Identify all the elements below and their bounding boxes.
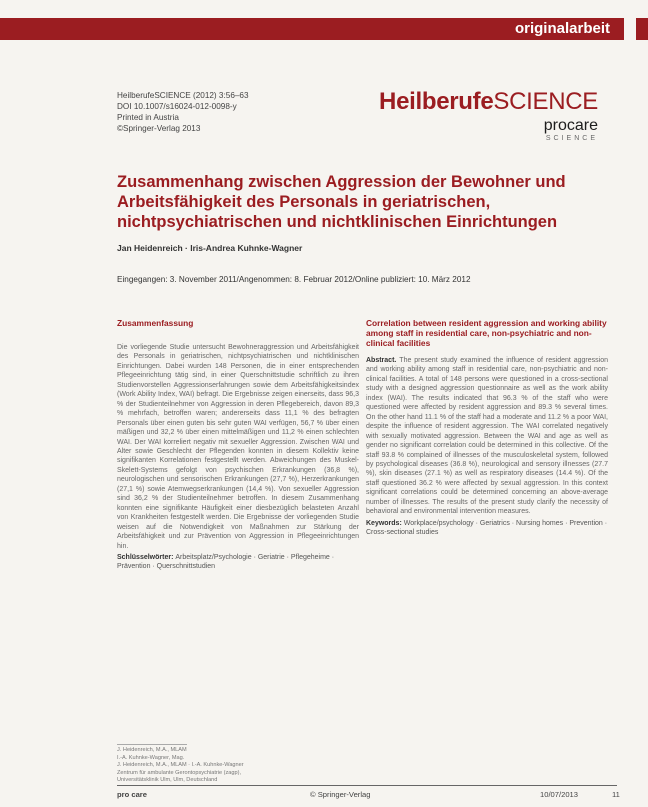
- keywords-german: Schlüsselwörter: Arbeitsplatz/Psychologie · Geriatrie · Pflegeheime · Prävention · Querschnittstudien: [117, 553, 335, 571]
- abstract-english-heading: Correlation between resident aggression and working ability among staff in residential care, non-psychiatric and non-clinical facilities: [366, 318, 607, 348]
- citation-printed: Printed in Austria: [117, 113, 179, 122]
- footer-date: 10/07/2013: [540, 790, 579, 799]
- article-authors: Jan Heidenreich · Iris-Andrea Kuhnke-Wagner: [117, 243, 303, 253]
- logo-science-small: SCIENCE: [545, 135, 598, 142]
- footer-publisher: © Springer-Verlag: [310, 790, 371, 799]
- logo-heilberufe: Heilberufe: [379, 88, 494, 115]
- journal-logo: [379, 90, 598, 142]
- page-number: 11: [612, 790, 620, 799]
- section-header-bar: [0, 18, 624, 40]
- affiliation-line: Universitätsklinik Ulm, Ulm, Deutschland: [117, 777, 218, 783]
- abstract-english-text: The present study examined the influence of resident aggression and working ability among staff in residential care, non-psychiatric and non-clinical facilities. A total of 148 persons were questioned in a cross-sectional study with a designed aggression questionnaire as well as the work ability index (WAI). The results indicated that 96.3 % of the staff who were questioned were affected by resident aggression and 89.3 % several times. On the other hand 11.1 % of the staff had a moderate and 11.2 % a poor WAI, despite the influence of resident aggression. The WAI correlated negatively with sexually motivated aggression. Between the WAI and age as well as gender no significant correlation could be determined in this collective. Of the staff 93.8 % complained of illnesses of the musculoskeletal system, followed by psychological diseases (36.8 %), neurological and sensory illnesses (27.7 %), skin diseases (27.1 %) as well as respiratory diseases (14.4 %). Of the staff questioned 36.2 % were affected by sexual aggression. In this context significant correlations could be determined concerning an above-average number of illnesses. The results of the present study clarify the necessity of behavioral and environmental intervention measures.: [366, 357, 609, 516]
- affiliation-names: [117, 747, 187, 762]
- page-edge-tab: [636, 18, 648, 40]
- affiliation-line: Zentrum für ambulante Gerontopsychiatrie (zagp),: [117, 769, 242, 776]
- affiliation-line: J. Heidenreich, M.A., MLAM: [117, 747, 187, 753]
- abstract-german-heading: Zusammenfassung: [117, 318, 194, 328]
- abstract-english: [366, 318, 608, 538]
- abstract-english-paragraph: Abstract. The present study examined the influence of resident aggression and working ability among staff in residential care, non-psychiatric and non-clinical facilities. A total of 148 persons were questioned in a cross-sectional study with a designed aggression questionnaire as well as the work ability index (WAI). The results indicated that 96.3 % of the staff who were questioned were affected by resident aggression and 89.3 % several times. On the other hand 11.1 % of the staff had a moderate and 11.2 % a poor WAI, despite the influence of resident aggression. The WAI correlated negatively with sexually motivated aggression. Between the WAI and age as well as gender no significant correlation could be determined in this collective. Of the staff 93.8 % complained of illnesses of the musculoskeletal system, followed by psychological diseases (36.8 %), neurological and sensory illnesses (27.7 %), skin diseases (27.1 %) as well as respiratory diseases (14.4 %). Of the staff questioned 36.2 % were affected by sexual aggression. In this context significant correlations could be determined concerning an above-average number of illnesses. The results of the present study clarify the necessity of behavioral and environmental intervention measures.: [366, 357, 609, 516]
- affiliation-address-1: [117, 762, 244, 785]
- affiliation-line: I.-A. Kuhnke-Wagner, Mag.: [117, 754, 185, 761]
- citation-journal: HeilberufeSCIENCE (2012) 3:56–63: [117, 91, 249, 100]
- logo-science: SCIENCE: [493, 88, 598, 115]
- section-label: originalarbeit: [514, 20, 610, 37]
- keywords-english-list: Workplace/psychology · Geriatrics · Nursing homes · Prevention · Cross-sectional studies: [366, 519, 608, 537]
- keywords-english: Keywords: Workplace/psychology · Geriatrics · Nursing homes · Prevention · Cross-sectional studies: [366, 519, 608, 537]
- citation-doi: DOI 10.1007/s16024-012-0098-y: [117, 102, 237, 111]
- footer-journal: pro care: [117, 790, 147, 799]
- article-dates: Eingegangen: 3. November 2011/Angenommen: 8. Februar 2012/Online publiziert: 10. März 2012: [117, 275, 471, 284]
- keywords-english-label: Keywords: [366, 519, 400, 527]
- footnote-rule: [117, 744, 187, 745]
- citation-copyright: ©Springer-Verlag 2013: [117, 124, 201, 133]
- affiliation-line: J. Heidenreich, M.A., MLAM · I.-A. Kuhnke-Wagner: [117, 762, 244, 768]
- citation-meta: [117, 90, 249, 134]
- abstract-english-label: Abstract: [366, 357, 395, 364]
- logo-procare: procare: [543, 117, 598, 134]
- abstract-german-text: Die vorliegende Studie untersucht Bewohneraggression und Arbeitsfähigkeit des Personals in geriatrischen, nichtpsychiatrischen und nichtklinischen Einrichtungen. Dabei wurden 148 Personen, die in einer entsprechenden Pflegeeinrichtung tätig sind, in einer Querschnittstudie schriftlich zu ihren Studienvorstellen Aggressionserfahrungen sowie dem Arbeitsfähigkeitsindex (Work Ability Index, WAI) befragt. Die Ergebnisse zeigen einerseits, dass 96,3 % der Studienteilnehmer von Aggression in deren Pflegebereich, davon 89,3 % mehrfach, betroffen waren; andererseits dass 11,1 % des befragten Personals über einen guten bis sehr guten WAI verfügen, 56,7 % über einen mäßigen und 32,2 % über einen mittelmäßigen und 11,2 % einen schlechten WAI. Der WAI korreliert negativ mit sexueller Aggression. Zwischen WAI und Alter sowie Geschlecht der Pflegenden konnten in diesem Kollektiv keine signifikanten Korrelationen festgestellt werden. Abweichungen des Muskel-Skelett-Systems gefolgt von psychischen Erkrankungen (36,8 %), neurologischen und sensorischen Erkrankungen (27,7 %), Herzerkrankungen (27,1 %) sowie Atemwegserkrankungen (14,4 %). Von sexueller Aggression sind 36,2 % der Studienteilnehmer betroffen. In diesem Zusammenhang konnten eine signifikante Häufigkeit einer diesbezüglich belasteten Anzahl von Krankheiten festgestellt werden. Die Ergebnisse der vorliegenden Studie weisen auf die Notwendigkeit von Maßnahmen zur Stärkung der Arbeitsfähigkeit und zur Prävention von Aggression in Pflegeeinrichtungen hin.: [117, 344, 359, 550]
- keywords-german-list: Arbeitsplatz/Psychologie · Geriatrie · Pflegeheime · Prävention · Querschnittstudien: [117, 553, 335, 571]
- article-title: Zusammenhang zwischen Aggression der Bewohner und Arbeitsfähigkeit des Personals in geriatrischen, nichtpsychiatrischen und nichtklinischen Einrichtungen: [117, 173, 566, 231]
- footer-rule: [117, 785, 617, 786]
- keywords-german-label: Schlüsselwörter: [117, 553, 172, 561]
- abstract-german: [117, 318, 359, 572]
